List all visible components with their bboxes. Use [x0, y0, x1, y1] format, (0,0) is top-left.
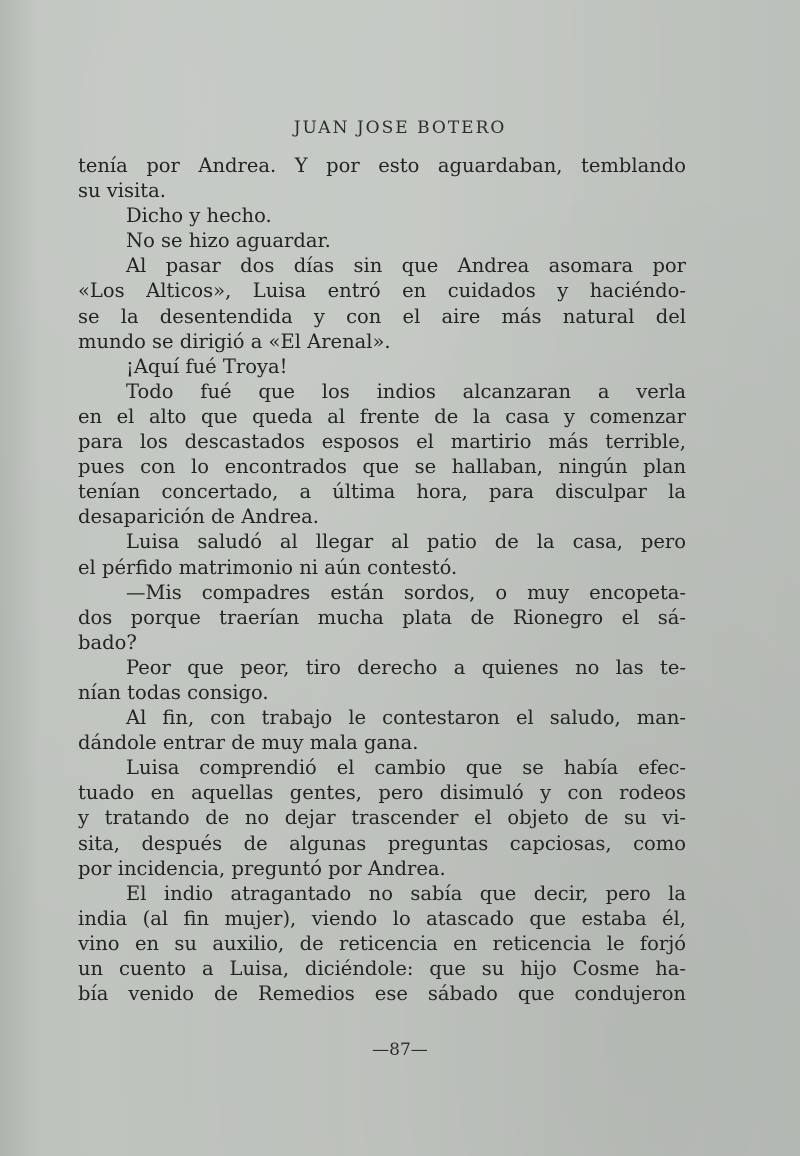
text-line: pues con lo encontrados que se hallaban, ningún plan — [78, 455, 686, 479]
text-line: tenían concertado, a última hora, para disculpar la — [78, 480, 686, 504]
text-line: tenía por Andrea. Y por esto aguardaban, temblando — [78, 154, 686, 177]
text-line: india (al fin mujer), viendo lo atascado que estaba él, — [78, 906, 686, 930]
text-line: Luisa comprendió el cambio que se había efec- — [126, 756, 686, 780]
text-line: nían todas consigo. — [78, 680, 269, 704]
text-line: el pérfido matrimonio ni aún contestó. — [78, 555, 458, 579]
body-text — [78, 153, 686, 1006]
text-line: un cuento a Luisa, diciéndole: que su hijo Cosme ha- — [78, 957, 686, 980]
text-line: dándole entrar de muy mala gana. — [78, 731, 419, 755]
text-line: dos porque traerían mucha plata de Rionegro el sá- — [78, 605, 686, 629]
text-line: su visita. — [78, 179, 166, 203]
text-line: desaparición de Andrea. — [78, 505, 320, 529]
running-header: JUAN JOSE BOTERO — [293, 118, 507, 138]
text-line: bía venido de Remedios ese sábado que condujeron — [78, 982, 686, 1006]
text-line: Dicho y hecho. — [126, 204, 272, 228]
text-line: se la desentendida y con el aire más natural del — [78, 304, 686, 328]
text-line: vino en su auxilio, de reticencia en reticencia le forjó — [78, 931, 686, 955]
text-line: —Mis compadres están sordos, o muy encopeta- — [126, 580, 686, 604]
page-number: —87— — [372, 1040, 428, 1060]
text-line: Luisa saludó al llegar al patio de la casa, pero — [126, 530, 686, 554]
text-line: sita, después de algunas preguntas capciosas, como — [78, 831, 686, 855]
text-line: Todo fué que los indios alcanzaran a verla — [126, 379, 686, 403]
text-line: y tratando de no dejar trascender el objeto de su vi- — [78, 806, 686, 830]
text-line: «Los Alticos», Luisa entró en cuidados y haciéndo- — [78, 279, 686, 303]
text-line: No se hizo aguardar. — [126, 229, 331, 253]
text-line: tuado en aquellas gentes, pero disimuló y con rodeos — [78, 781, 686, 805]
text-line: en el alto que queda al frente de la casa y comenzar — [78, 404, 686, 428]
text-line: Peor que peor, tiro derecho a quienes no las te- — [126, 655, 686, 679]
text-line: mundo se dirigió a «El Arenal». — [78, 329, 391, 353]
text-line: El indio atragantado no sabía que decir, pero la — [126, 881, 686, 905]
text-line: bado? — [78, 630, 137, 654]
text-line: Al fin, con trabajo le contestaron el saludo, man- — [126, 706, 686, 730]
text-line: por incidencia, preguntó por Andrea. — [78, 856, 446, 880]
text-line: Al pasar dos días sin que Andrea asomara por — [126, 254, 686, 278]
text-line: para los descastados esposos el martirio más terrible, — [78, 430, 686, 454]
text-line: ¡Aquí fué Troya! — [126, 354, 288, 378]
